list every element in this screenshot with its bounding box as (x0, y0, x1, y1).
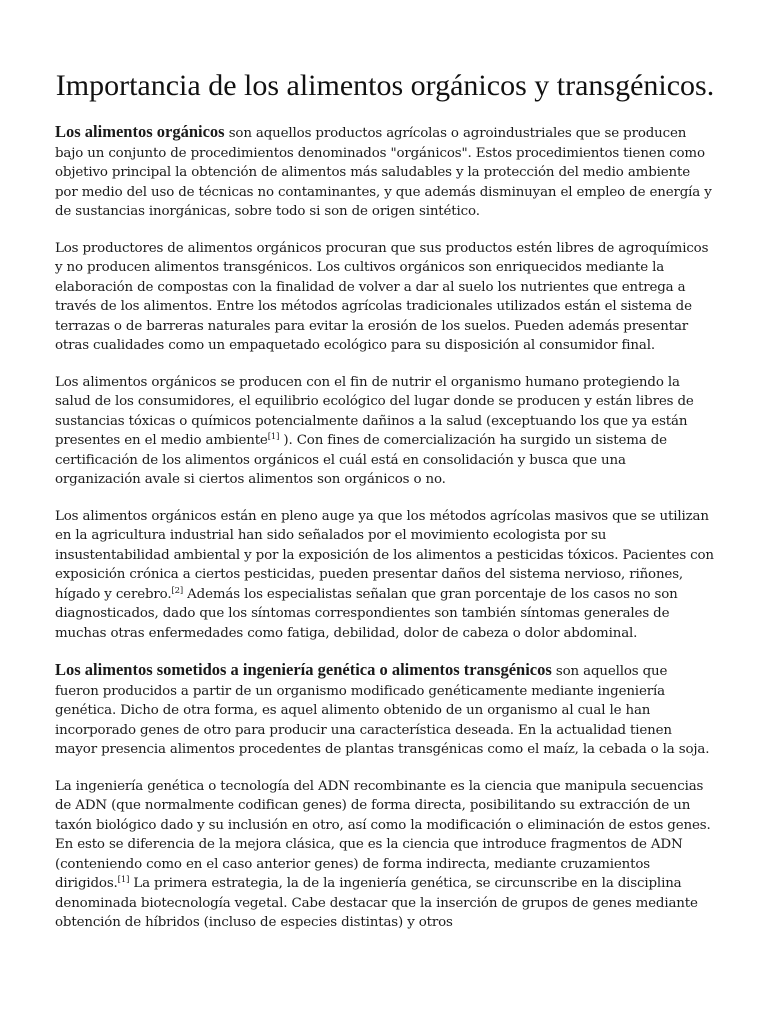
paragraph-text: son aquellos productos agrícolas o agroindustriales que se producen bajo un conjunto de procedimientos denominados "orgánicos". Estos procedimientos tienen como objetivo principal la obtención de alimentos más saludables y la protección del medio ambiente por medio del uso de técnicas no contaminantes, y que además disminuyan el empleo de energía y de sustancias inorgánicas, sobre todo si son de origen sintético. (55, 126, 712, 219)
paragraph-organic-definition (55, 122, 715, 222)
paragraph-transgenic-definition (55, 660, 715, 760)
paragraph-text: La ingeniería genética o tecnología del ADN recombinante es la ciencia que manipula secuencias de ADN (que normalmente codifican genes) de forma directa, posibilitando su extracción de un taxón biológico dado y su inclusión en otro, así como la modificación o eliminación de estos genes. En esto se diferencia de la mejora clásica, que es la ciencia que introduce fragmentos de ADN (conteniendo como en el caso anterior genes) de forma indirecta, mediante cruzamientos dirigidos. (55, 778, 711, 891)
paragraph-text: Los alimentos orgánicos están en pleno auge ya que los métodos agrícolas masivos que se utilizan en la agricultura industrial han sido señalados por el movimiento ecologista por su insustentabilidad ambiental y por la exposición de los alimentos a pesticidas tóxicos. Pacientes con exposición crónica a ciertos pesticidas, pueden presentar daños del sistema nervioso, riñones, hígado y cerebro. (55, 508, 714, 602)
page-title: Importancia de los alimentos orgánicos y transgénicos. (55, 69, 715, 102)
citation-link[interactable]: [1] (117, 875, 130, 885)
paragraph-text: Los alimentos orgánicos se producen con el fin de nutrir el organismo humano protegiendo la salud de los consumidores, el equilibrio ecológico del lugar donde se producen y están libres de sustancias tóxicas o químicos potencialmente dañinos a la salud (exceptuando los que ya están presentes en el medio ambiente (55, 374, 694, 448)
document-page (55, 68, 715, 950)
paragraph-text: son aquellos que fueron producidos a partir de un organismo modificado genéticamente mediante ingeniería genética. Dicho de otra forma, es aquel alimento obtenido de un organismo al cual le han incorporado genes de otro para producir una característica deseada. En la actualidad tienen mayor presencia alimentos procedentes de plantas transgénicas como el maíz, la cebada o la soja. (55, 664, 710, 757)
lead-term-transgenic: Los alimentos sometidos a ingeniería genética o alimentos transgénicos (55, 660, 552, 679)
paragraph-text: Los productores de alimentos orgánicos procuran que sus productos estén libres de agroquímicos y no producen alimentos transgénicos. Los cultivos orgánicos son enriquecidos mediante la elaboración de compostas con la finalidad de volver a dar al suelo los nutrientes que entrega a través de los alimentos. Entre los métodos agrícolas tradicionales utilizados están el sistema de terrazas o de barreras naturales para evitar la erosión de los suelos. Pueden además presentar otras cualidades como un empaquetado ecológico para su disposición al consumidor final. (55, 240, 709, 353)
paragraph-organic-growth (55, 507, 715, 644)
paragraph-organic-producers (55, 239, 715, 356)
citation-link[interactable]: [2] (171, 585, 184, 596)
paragraph-text: La primera estrategia, la de la ingeniería genética, se circunscribe en la disciplina denominada biotecnología vegetal. Cabe destacar que la inserción de grupos de genes mediante obtención de híbridos (incluso de especies distintas) y otros (55, 876, 698, 930)
paragraph-genetic-engineering (55, 777, 715, 933)
lead-term-organic: Los alimentos orgánicos (55, 122, 225, 141)
paragraph-organic-health (55, 373, 715, 490)
paragraph-text: ). Con fines de comercialización ha surgido un sistema de certificación de los alimentos orgánicos el cuál está en consolidación y busca que una organización avale si ciertos alimentos son orgánicos o no. (55, 433, 667, 487)
paragraph-text: Además los especialistas señalan que gran porcentaje de los casos no son diagnosticados, dado que los síntomas correspondientes son también síntomas generales de muchas otras enfermedades como fatiga, debilidad, dolor de cabeza o dolor abdominal. (55, 586, 678, 641)
citation-link[interactable]: [1] (267, 432, 280, 442)
